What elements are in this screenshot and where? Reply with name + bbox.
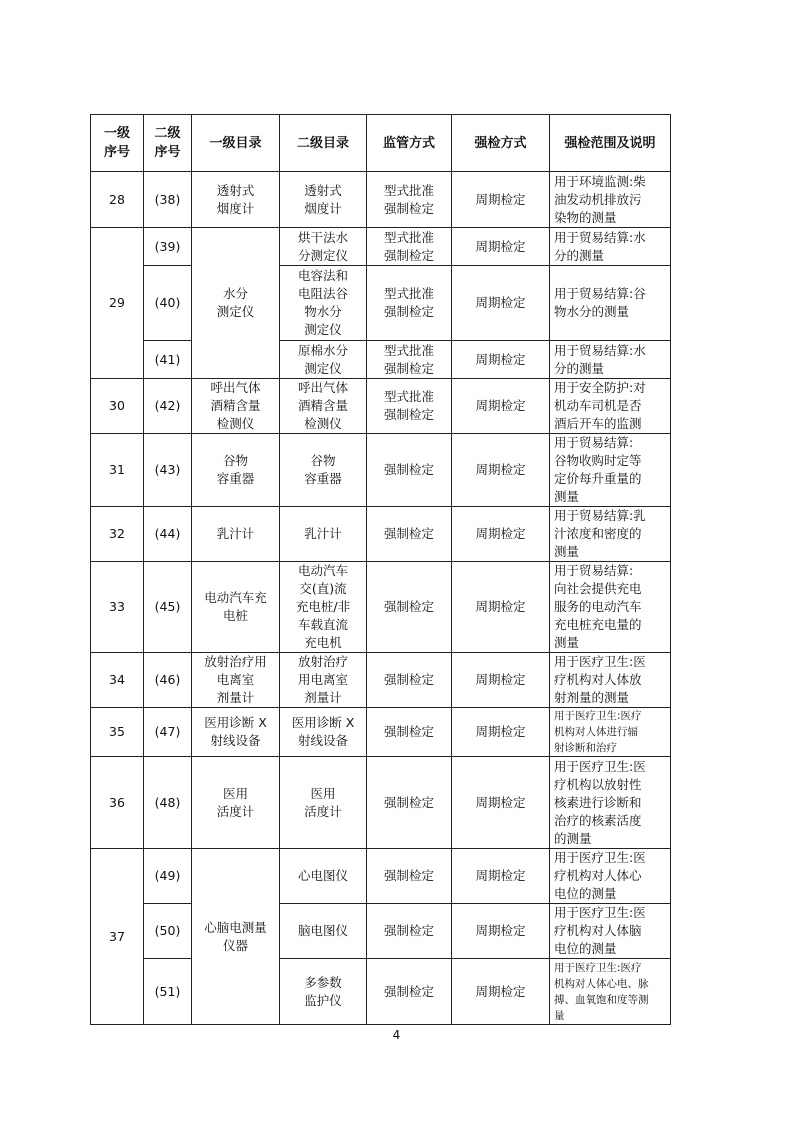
scope-description: 用于贸易结算:乳 汁浓度和密度的 测量 [550,507,671,562]
table-row [91,172,671,228]
level2-catalog: 医用诊断 X 射线设备 [280,708,367,757]
table-row [91,849,671,904]
table-row [91,904,671,959]
level1-catalog: 乳汁计 [192,507,280,562]
level2-catalog: 心电图仪 [280,849,367,904]
level2-no: (46) [144,653,192,708]
level1-no: 28 [91,172,144,228]
scope-description: 用于医疗卫生:医疗 机构对人体心电、脉 搏、血氧饱和度等测 量 [550,959,671,1025]
level1-catalog: 谷物 容重器 [192,434,280,507]
supervision-mode: 型式批准 强制检定 [367,379,452,434]
level2-catalog: 多参数 监护仪 [280,959,367,1025]
table-row [91,228,671,266]
level2-catalog: 烘干法水 分测定仪 [280,228,367,266]
level2-catalog: 原棉水分 测定仪 [280,341,367,379]
header-scope-description: 强检范围及说明 [550,115,671,172]
level1-catalog: 心脑电测量 仪器 [192,849,280,1025]
supervision-mode: 型式批准 强制检定 [367,341,452,379]
level2-catalog: 放射治疗 用电离室 剂量计 [280,653,367,708]
level1-no: 33 [91,562,144,653]
level1-no: 30 [91,379,144,434]
level2-no: (47) [144,708,192,757]
scope-description: 用于医疗卫生:医 疗机构对人体放 射剂量的测量 [550,653,671,708]
scope-description: 用于医疗卫生:医疗 机构对人体进行辐 射诊断和治疗 [550,708,671,757]
scope-description: 用于环境监测:柴 油发动机排放污 染物的测量 [550,172,671,228]
level1-catalog: 水分 测定仪 [192,228,280,379]
inspection-mode: 周期检定 [452,708,550,757]
level1-catalog: 电动汽车充 电桩 [192,562,280,653]
level1-no: 29 [91,228,144,379]
level1-catalog: 呼出气体 酒精含量 检测仪 [192,379,280,434]
inspection-mode: 周期检定 [452,562,550,653]
level2-no: (48) [144,757,192,849]
table-row [91,757,671,849]
scope-description: 用于安全防护:对 机动车司机是否 酒后开车的监测 [550,379,671,434]
supervision-mode: 强制检定 [367,959,452,1025]
level2-no: (44) [144,507,192,562]
level2-no: (43) [144,434,192,507]
level2-catalog: 乳汁计 [280,507,367,562]
scope-description: 用于贸易结算: 谷物收购时定等 定价每升重量的 测量 [550,434,671,507]
level2-no: (42) [144,379,192,434]
table-row [91,379,671,434]
level2-catalog: 透射式 烟度计 [280,172,367,228]
level2-catalog: 电容法和 电阻法谷 物水分 测定仪 [280,266,367,341]
level2-catalog: 电动汽车 交(直)流 充电桩/非 车载直流 充电机 [280,562,367,653]
scope-description: 用于贸易结算:谷 物水分的测量 [550,266,671,341]
level1-catalog: 医用诊断 X 射线设备 [192,708,280,757]
level2-no: (41) [144,341,192,379]
inspection-mode: 周期检定 [452,172,550,228]
table-row [91,434,671,507]
supervision-mode: 强制检定 [367,849,452,904]
header-supervision-mode: 监管方式 [367,115,452,172]
level2-no: (38) [144,172,192,228]
inspection-mode: 周期检定 [452,228,550,266]
supervision-mode: 强制检定 [367,708,452,757]
supervision-mode: 强制检定 [367,507,452,562]
level1-no: 37 [91,849,144,1025]
table-row [91,562,671,653]
inspection-mode: 周期检定 [452,341,550,379]
scope-description: 用于医疗卫生:医 疗机构以放射性 核素进行诊断和 治疗的核素活度 的测量 [550,757,671,849]
header-inspection-mode: 强检方式 [452,115,550,172]
inspection-mode: 周期检定 [452,904,550,959]
inspection-mode: 周期检定 [452,959,550,1025]
supervision-mode: 强制检定 [367,434,452,507]
inspection-table [90,114,671,1025]
level1-catalog: 透射式 烟度计 [192,172,280,228]
page-number: 4 [392,1028,401,1042]
level1-catalog: 放射治疗用 电离室 剂量计 [192,653,280,708]
scope-description: 用于贸易结算:水 分的测量 [550,228,671,266]
level1-no: 36 [91,757,144,849]
table-row [91,653,671,708]
header-level2-no: 二级 序号 [144,115,192,172]
scope-description: 用于医疗卫生:医 疗机构对人体脑 电位的测量 [550,904,671,959]
supervision-mode: 强制检定 [367,653,452,708]
supervision-mode: 型式批准 强制检定 [367,228,452,266]
level2-no: (51) [144,959,192,1025]
supervision-mode: 型式批准 强制检定 [367,266,452,341]
inspection-mode: 周期检定 [452,849,550,904]
level2-catalog: 谷物 容重器 [280,434,367,507]
header-level1-no: 一级 序号 [91,115,144,172]
supervision-mode: 型式批准 强制检定 [367,172,452,228]
scope-description: 用于贸易结算:水 分的测量 [550,341,671,379]
table-row [91,266,671,341]
inspection-mode: 周期检定 [452,434,550,507]
level2-catalog: 医用 活度计 [280,757,367,849]
supervision-mode: 强制检定 [367,562,452,653]
level2-no: (39) [144,228,192,266]
table-row [91,708,671,757]
inspection-mode: 周期检定 [452,266,550,341]
inspection-mode: 周期检定 [452,757,550,849]
level1-no: 34 [91,653,144,708]
level2-no: (45) [144,562,192,653]
header-level1-catalog: 一级目录 [192,115,280,172]
level2-catalog: 呼出气体 酒精含量 检测仪 [280,379,367,434]
table-row [91,959,671,1025]
table-row [91,507,671,562]
table-row [91,341,671,379]
scope-description: 用于医疗卫生:医 疗机构对人体心 电位的测量 [550,849,671,904]
level2-no: (40) [144,266,192,341]
level2-no: (50) [144,904,192,959]
scope-description: 用于贸易结算: 向社会提供充电 服务的电动汽车 充电桩充电量的 测量 [550,562,671,653]
header-row [91,115,671,172]
supervision-mode: 强制检定 [367,904,452,959]
level1-no: 31 [91,434,144,507]
inspection-mode: 周期检定 [452,507,550,562]
level1-catalog: 医用 活度计 [192,757,280,849]
supervision-mode: 强制检定 [367,757,452,849]
inspection-mode: 周期检定 [452,379,550,434]
inspection-mode: 周期检定 [452,653,550,708]
level2-no: (49) [144,849,192,904]
header-level2-catalog: 二级目录 [280,115,367,172]
level1-no: 32 [91,507,144,562]
level2-catalog: 脑电图仪 [280,904,367,959]
level1-no: 35 [91,708,144,757]
